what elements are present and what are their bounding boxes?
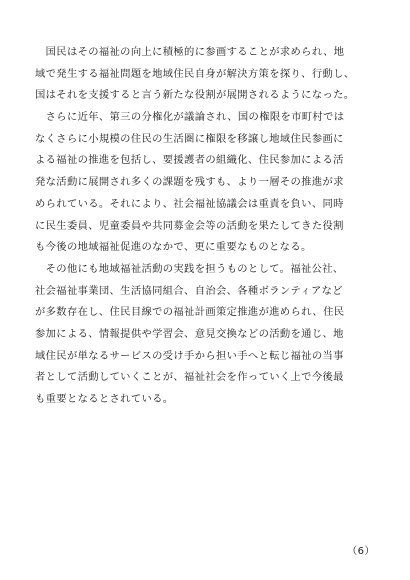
text-line: よる福祉の推進を包括し、要援護者の組織化、住民参加による活 <box>35 154 344 167</box>
text-line: 発な活動に展開され多くの課題を残すも、より一層その推進が求 <box>35 176 344 189</box>
body-text <box>35 42 380 411</box>
text-line: 国民はその福祉の向上に積極的に参画することが求められ、地 <box>35 46 345 58</box>
text-line: が多数存在し、住民目線での福祉計画策定推進が進められ、住民 <box>35 306 345 319</box>
text-line: められている。それにより、社会福祉協議会は重責を負い、同時 <box>35 197 344 210</box>
text-line: その他にも地域福祉活動の実践を担うものとして。福祉公社、 <box>35 262 344 275</box>
text-line: 域で発生する福祉問題を地域住民自身が解決方策を探り、行動し、 <box>35 67 355 80</box>
page-number: （6） <box>347 546 375 557</box>
text-line: 参加による、情報提供や学習会、意見交換などの活動を通じ、地 <box>35 327 344 340</box>
text-line: 者として活動していくことが、福祉社会を作っていく上で今後最 <box>35 371 344 384</box>
text-line: なくさらに小規模の住民の生活圏に権限を移譲し地域住民参画に <box>35 132 344 145</box>
text-line: も重要となるとされている。 <box>35 393 174 405</box>
text-line: 社会福祉事業団、生活協同組合、自治会、各種ボランティアなど <box>35 284 343 297</box>
text-line: 国はそれを支援すると言う新たな役割が展開されるようになった。 <box>35 89 355 102</box>
text-line: さらに近年、第三の分権化が議論され、国の権限を市町村では <box>35 111 345 124</box>
text-line: も今後の地域福祉促進のなかで、更に重要なものとなる。 <box>35 241 312 254</box>
text-line: 域住民が単なるサービスの受け手から担い手へと転じ福祉の当事 <box>35 349 344 362</box>
text-line: に民生委員、児童委員や共同募金会等の活動を果たしてきた役割 <box>35 219 344 232</box>
